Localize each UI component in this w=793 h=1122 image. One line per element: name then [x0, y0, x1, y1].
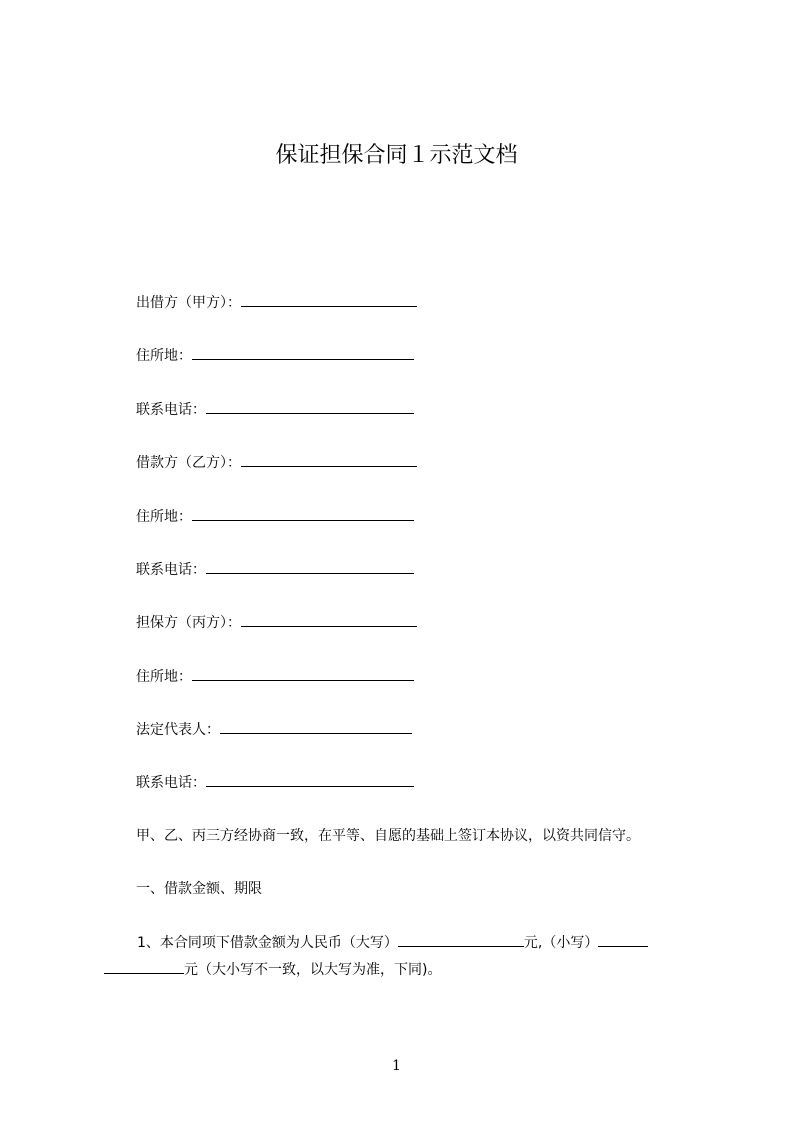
field-lender — [136, 292, 417, 313]
blank-line — [398, 932, 524, 947]
field-label: 住所地： — [136, 669, 192, 685]
blank-line — [192, 345, 414, 360]
field-label: 借款方（乙方）： — [136, 455, 241, 471]
blank-line — [192, 506, 414, 521]
field-label: 住所地： — [136, 509, 192, 525]
field-borrower — [136, 452, 417, 473]
field-guarantor-address — [136, 666, 414, 687]
field-borrower-address — [136, 506, 414, 527]
blank-line — [206, 559, 414, 574]
page-title: 保证担保合同１示范文档 — [275, 143, 518, 168]
clause-1-line-1 — [137, 932, 648, 953]
field-guarantor — [136, 612, 417, 633]
clause-1-prefix: 1、本合同项下借款金额为人民币（大写） — [137, 935, 398, 951]
field-guarantor-phone — [136, 772, 414, 793]
blank-line — [206, 772, 414, 787]
field-label: 担保方（丙方）： — [136, 615, 241, 631]
blank-line — [241, 292, 417, 307]
field-label: 住所地： — [136, 348, 192, 364]
field-legal-representative — [136, 719, 412, 740]
blank-line — [598, 932, 648, 947]
field-borrower-phone — [136, 559, 414, 580]
blank-line — [241, 452, 417, 467]
blank-line — [206, 399, 414, 414]
field-label: 联系电话： — [136, 562, 206, 578]
field-label: 联系电话： — [136, 775, 206, 791]
blank-line — [192, 666, 414, 681]
blank-line — [220, 719, 412, 734]
field-label: 法定代表人： — [136, 722, 220, 738]
field-label: 联系电话： — [136, 402, 206, 418]
field-lender-phone — [136, 399, 414, 420]
blank-line — [104, 959, 184, 974]
page-number: 1 — [392, 1058, 401, 1074]
clause-1-suffix: 元（大小写不一致，以大写为准，下同)。 — [184, 962, 442, 978]
clause-1-line-2 — [104, 959, 441, 980]
blank-line — [241, 612, 417, 627]
clause-1-middle: 元,（小写） — [523, 935, 599, 951]
section-heading: 一、借款金额、期限 — [136, 881, 262, 897]
field-lender-address — [136, 345, 414, 366]
field-label: 出借方（甲方）： — [136, 295, 241, 311]
agreement-sentence: 甲、乙、丙三方经协商一致，在平等、自愿的基础上签订本协议，以资共同信守。 — [136, 828, 640, 844]
